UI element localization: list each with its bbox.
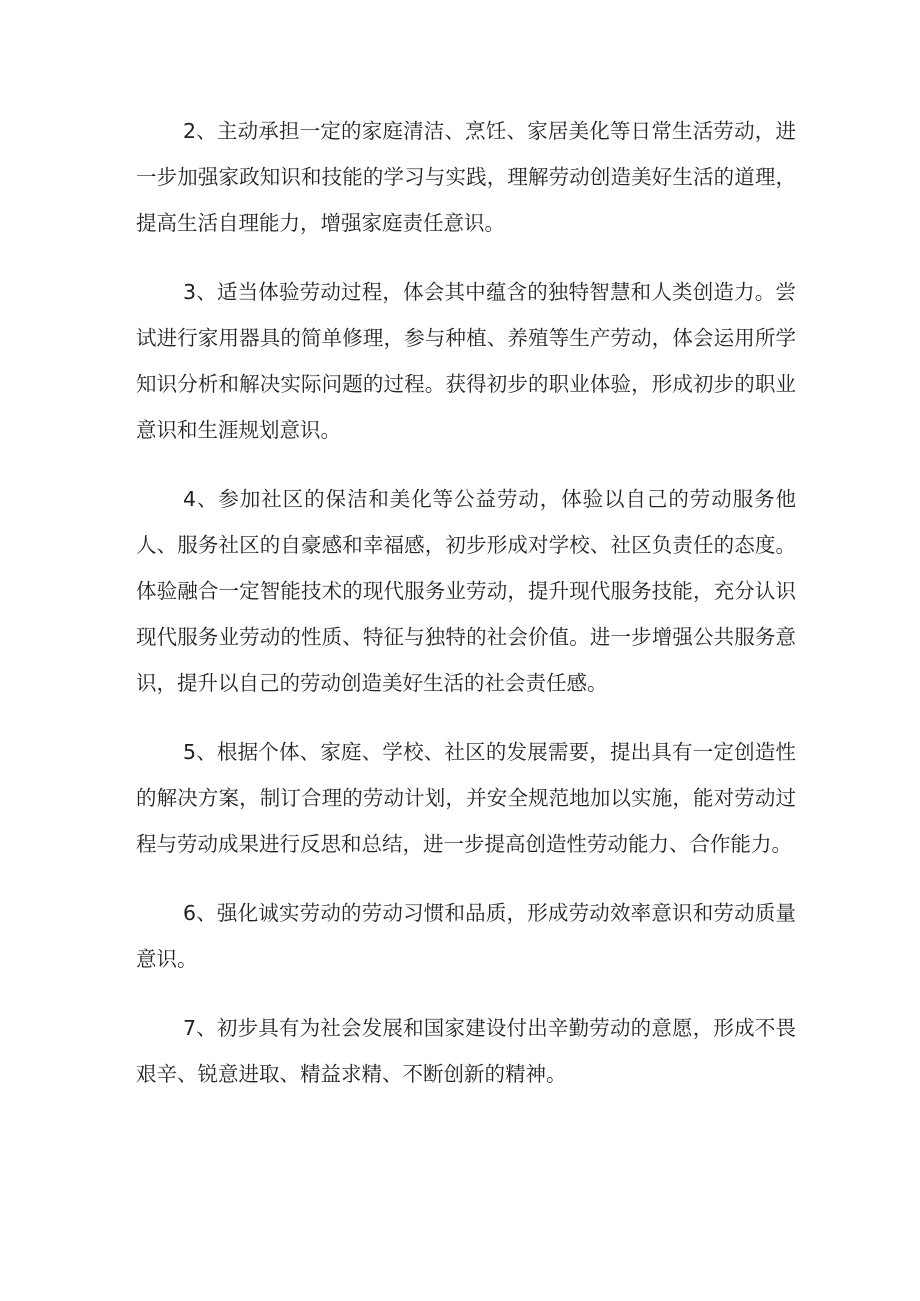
paragraph-item-4: 4、参加社区的保洁和美化等公益劳动，体验以自己的劳动服务他人、服务社区的自豪感和幸福感，初步形成对学校、社区负责任的态度。体验融合一定智能技术的现代服务业劳动，提升现代服务技能，充分认识现代服务业劳动的性质、特征与独特的社会价值。进一步增强公共服务意识，提升以自己的劳动创造美好生活的社会责任感。 xyxy=(136,487,796,695)
paragraph-item-7: 7、初步具有为社会发展和国家建设付出辛勤劳动的意愿，形成不畏艰辛、锐意进取、精益求精、不断创新的精神。 xyxy=(136,1016,796,1086)
paragraph-item-2: 2、主动承担一定的家庭清洁、烹饪、家居美化等日常生活劳动，进一步加强家政知识和技能的学习与实践，理解劳动创造美好生活的道理，提高生活自理能力，增强家庭责任意识。 xyxy=(136,119,796,235)
paragraph-item-3: 3、适当体验劳动过程，体会其中蕴含的独特智慧和人类创造力。尝试进行家用器具的简单修理，参与种植、养殖等生产劳动，体会运用所学知识分析和解决实际问题的过程。获得初步的职业体验，形成初步的职业意识和生涯规划意识。 xyxy=(136,280,796,442)
paragraph-item-6: 6、强化诚实劳动的劳动习惯和品质，形成劳动效率意识和劳动质量意识。 xyxy=(136,901,796,971)
document-body xyxy=(136,108,796,1120)
paragraph-item-5: 5、根据个体、家庭、学校、社区的发展需要，提出具有一定创造性的解决方案，制订合理的劳动计划，并安全规范地加以实施，能对劳动过程与劳动成果进行反思和总结，进一步提高创造性劳动能力、合作能力。 xyxy=(136,740,796,856)
